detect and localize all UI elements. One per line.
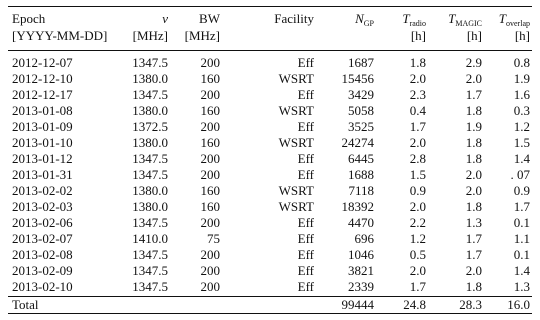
header-tmagic-sub: MAGIC (455, 19, 482, 28)
table-row (8, 199, 532, 215)
total-ngp: 99444 (341, 297, 374, 312)
total-tmagic: 28.3 (459, 297, 482, 312)
cell-nu: 1347.5 (132, 55, 168, 70)
cell-nu: 1380.0 (132, 183, 168, 198)
header-bw-unit: [MHz] (184, 28, 220, 43)
cell-nu: 1372.5 (132, 119, 168, 134)
cell-tradio: 2.3 (409, 87, 426, 102)
header-toverlap-symbol: T (498, 11, 506, 26)
header-toverlap-unit: [h] (514, 28, 530, 43)
cell-facility: Eff (297, 167, 314, 182)
table-row (8, 119, 532, 135)
header-ngp-symbol: N (355, 11, 364, 26)
cell-ngp: 3821 (348, 263, 374, 278)
header-tradio (376, 11, 426, 29)
cell-bw: 200 (200, 151, 220, 166)
table-row (8, 215, 532, 231)
cell-toverlap: 1.3 (513, 279, 530, 294)
header-rule (8, 50, 532, 51)
header-facility: Facility (274, 11, 314, 26)
header-nu: ν (162, 11, 168, 26)
cell-tradio: 2.0 (409, 71, 426, 86)
cell-epoch: 2013-02-03 (12, 199, 73, 214)
cell-facility: Eff (297, 215, 314, 230)
cell-ngp: 3525 (348, 119, 374, 134)
table-row (8, 135, 532, 151)
cell-toverlap: 1.4 (513, 263, 530, 278)
table-row (8, 279, 532, 295)
cell-toverlap: 0.1 (513, 247, 530, 262)
cell-tmagic: 2.0 (465, 263, 482, 278)
cell-nu: 1347.5 (132, 167, 168, 182)
cell-facility: Eff (297, 55, 314, 70)
cell-tradio: 0.9 (409, 183, 426, 198)
cell-epoch: 2013-02-02 (12, 183, 73, 198)
cell-nu: 1410.0 (132, 231, 168, 246)
table-row (8, 87, 532, 103)
table-row (8, 263, 532, 279)
cell-nu: 1380.0 (132, 103, 168, 118)
cell-nu: 1347.5 (132, 263, 168, 278)
total-row (8, 297, 532, 313)
cell-facility: WSRT (278, 199, 314, 214)
table-row (8, 231, 532, 247)
cell-epoch: 2013-01-09 (12, 119, 73, 134)
cell-ngp: 7118 (348, 183, 374, 198)
cell-tmagic: 2.0 (465, 71, 482, 86)
cell-ngp: 1687 (348, 55, 374, 70)
cell-tradio: 1.7 (409, 279, 426, 294)
cell-bw: 160 (200, 103, 220, 118)
cell-epoch: 2013-02-10 (12, 279, 73, 294)
cell-bw: 200 (200, 55, 220, 70)
cell-facility: Eff (297, 119, 314, 134)
cell-toverlap: 1.2 (513, 119, 530, 134)
cell-toverlap: 0.8 (513, 55, 530, 70)
cell-tradio: 1.2 (409, 231, 426, 246)
cell-bw: 160 (200, 183, 220, 198)
cell-tradio: 0.5 (409, 247, 426, 262)
cell-toverlap: 1.9 (513, 71, 530, 86)
cell-bw: 160 (200, 71, 220, 86)
cell-bw: 200 (200, 215, 220, 230)
header-tmagic (426, 11, 482, 29)
cell-nu: 1347.5 (132, 215, 168, 230)
header-toverlap-sub: overlap (506, 19, 530, 28)
cell-toverlap: 1.1 (513, 231, 530, 246)
header-ngp (318, 11, 374, 29)
bottom-rule (8, 313, 532, 314)
cell-bw: 200 (200, 119, 220, 134)
table-row (8, 151, 532, 167)
cell-bw: 200 (200, 279, 220, 294)
header-epoch-unit: [YYYY-MM-DD] (12, 28, 108, 43)
cell-facility: WSRT (278, 135, 314, 150)
header-epoch: Epoch (12, 11, 46, 26)
cell-toverlap: 0.1 (513, 215, 530, 230)
table-row (8, 55, 532, 71)
cell-epoch: 2013-01-31 (12, 167, 73, 182)
header-bw: BW (199, 11, 220, 26)
cell-nu: 1347.5 (132, 279, 168, 294)
cell-tmagic: 1.7 (465, 231, 482, 246)
cell-tradio: 1.5 (409, 167, 426, 182)
table-row (8, 183, 532, 199)
cell-toverlap: 1.5 (513, 135, 530, 150)
table-row (8, 167, 532, 183)
cell-facility: Eff (297, 231, 314, 246)
top-rule (8, 6, 532, 7)
cell-bw: 200 (200, 87, 220, 102)
header-tradio-sub: radio (409, 19, 426, 28)
cell-epoch: 2012-12-07 (12, 55, 73, 70)
cell-tradio: 2.0 (409, 135, 426, 150)
cell-facility: Eff (297, 247, 314, 262)
total-label: Total (12, 297, 39, 312)
total-toverlap: 16.0 (507, 297, 530, 312)
cell-tradio: 2.0 (409, 263, 426, 278)
cell-facility: WSRT (278, 103, 314, 118)
cell-toverlap: 0.9 (513, 183, 530, 198)
cell-epoch: 2012-12-10 (12, 71, 73, 86)
header-nu-unit: [MHz] (132, 28, 168, 43)
table-header (8, 11, 532, 49)
cell-tradio: 0.4 (409, 103, 426, 118)
cell-bw: 200 (200, 263, 220, 278)
cell-toverlap: 1.4 (513, 151, 530, 166)
cell-tmagic: 2.9 (465, 55, 482, 70)
cell-ngp: 696 (354, 231, 374, 246)
cell-toverlap: 1.7 (513, 199, 530, 214)
cell-tmagic: 1.8 (465, 279, 482, 294)
cell-bw: 160 (200, 135, 220, 150)
cell-facility: Eff (297, 279, 314, 294)
header-tmagic-symbol: T (448, 11, 456, 26)
header-tmagic-unit: [h] (466, 28, 482, 43)
cell-nu: 1347.5 (132, 87, 168, 102)
cell-bw: 200 (200, 247, 220, 262)
table-row (8, 103, 532, 119)
cell-ngp: 18392 (341, 199, 374, 214)
cell-tradio: 2.2 (409, 215, 426, 230)
cell-nu: 1347.5 (132, 151, 168, 166)
header-tradio-unit: [h] (410, 28, 426, 43)
total-tradio: 24.8 (403, 297, 426, 312)
cell-tmagic: 1.7 (465, 247, 482, 262)
cell-ngp: 15456 (341, 71, 374, 86)
header-tradio-symbol: T (402, 11, 410, 26)
cell-tmagic: 1.8 (465, 199, 482, 214)
cell-nu: 1380.0 (132, 199, 168, 214)
cell-facility: WSRT (278, 183, 314, 198)
cell-bw: 200 (200, 167, 220, 182)
cell-tmagic: 1.8 (465, 103, 482, 118)
cell-ngp: 24274 (341, 135, 374, 150)
cell-tradio: 1.7 (409, 119, 426, 134)
cell-tradio: 1.8 (409, 55, 426, 70)
cell-toverlap: . 07 (510, 167, 530, 182)
cell-tradio: 2.0 (409, 199, 426, 214)
cell-epoch: 2013-01-12 (12, 151, 73, 166)
table-row (8, 247, 532, 263)
cell-facility: Eff (297, 87, 314, 102)
cell-ngp: 3429 (348, 87, 374, 102)
cell-epoch: 2012-12-17 (12, 87, 73, 102)
cell-nu: 1380.0 (132, 135, 168, 150)
cell-tmagic: 1.3 (465, 215, 482, 230)
table-row (8, 71, 532, 87)
cell-nu: 1347.5 (132, 247, 168, 262)
header-ngp-sub: GP (363, 19, 374, 28)
cell-ngp: 1046 (348, 247, 374, 262)
cell-facility: Eff (297, 263, 314, 278)
cell-ngp: 6445 (348, 151, 374, 166)
cell-ngp: 5058 (348, 103, 374, 118)
cell-epoch: 2013-02-07 (12, 231, 73, 246)
cell-epoch: 2013-01-08 (12, 103, 73, 118)
table-body (8, 55, 532, 295)
cell-nu: 1380.0 (132, 71, 168, 86)
cell-ngp: 2339 (348, 279, 374, 294)
cell-epoch: 2013-02-08 (12, 247, 73, 262)
cell-facility: WSRT (278, 71, 314, 86)
cell-toverlap: 0.3 (513, 103, 530, 118)
cell-bw: 160 (200, 199, 220, 214)
cell-tradio: 2.8 (409, 151, 426, 166)
cell-epoch: 2013-02-06 (12, 215, 73, 230)
cell-tmagic: 2.0 (465, 183, 482, 198)
cell-ngp: 1688 (348, 167, 374, 182)
cell-epoch: 2013-02-09 (12, 263, 73, 278)
cell-tmagic: 1.8 (465, 135, 482, 150)
header-toverlap (482, 11, 530, 29)
cell-tmagic: 1.9 (465, 119, 482, 134)
cell-toverlap: 1.6 (513, 87, 530, 102)
cell-bw: 75 (207, 231, 220, 246)
cell-tmagic: 2.0 (465, 167, 482, 182)
cell-tmagic: 1.7 (465, 87, 482, 102)
cell-tmagic: 1.8 (465, 151, 482, 166)
cell-ngp: 4470 (348, 215, 374, 230)
cell-facility: Eff (297, 151, 314, 166)
cell-epoch: 2013-01-10 (12, 135, 73, 150)
